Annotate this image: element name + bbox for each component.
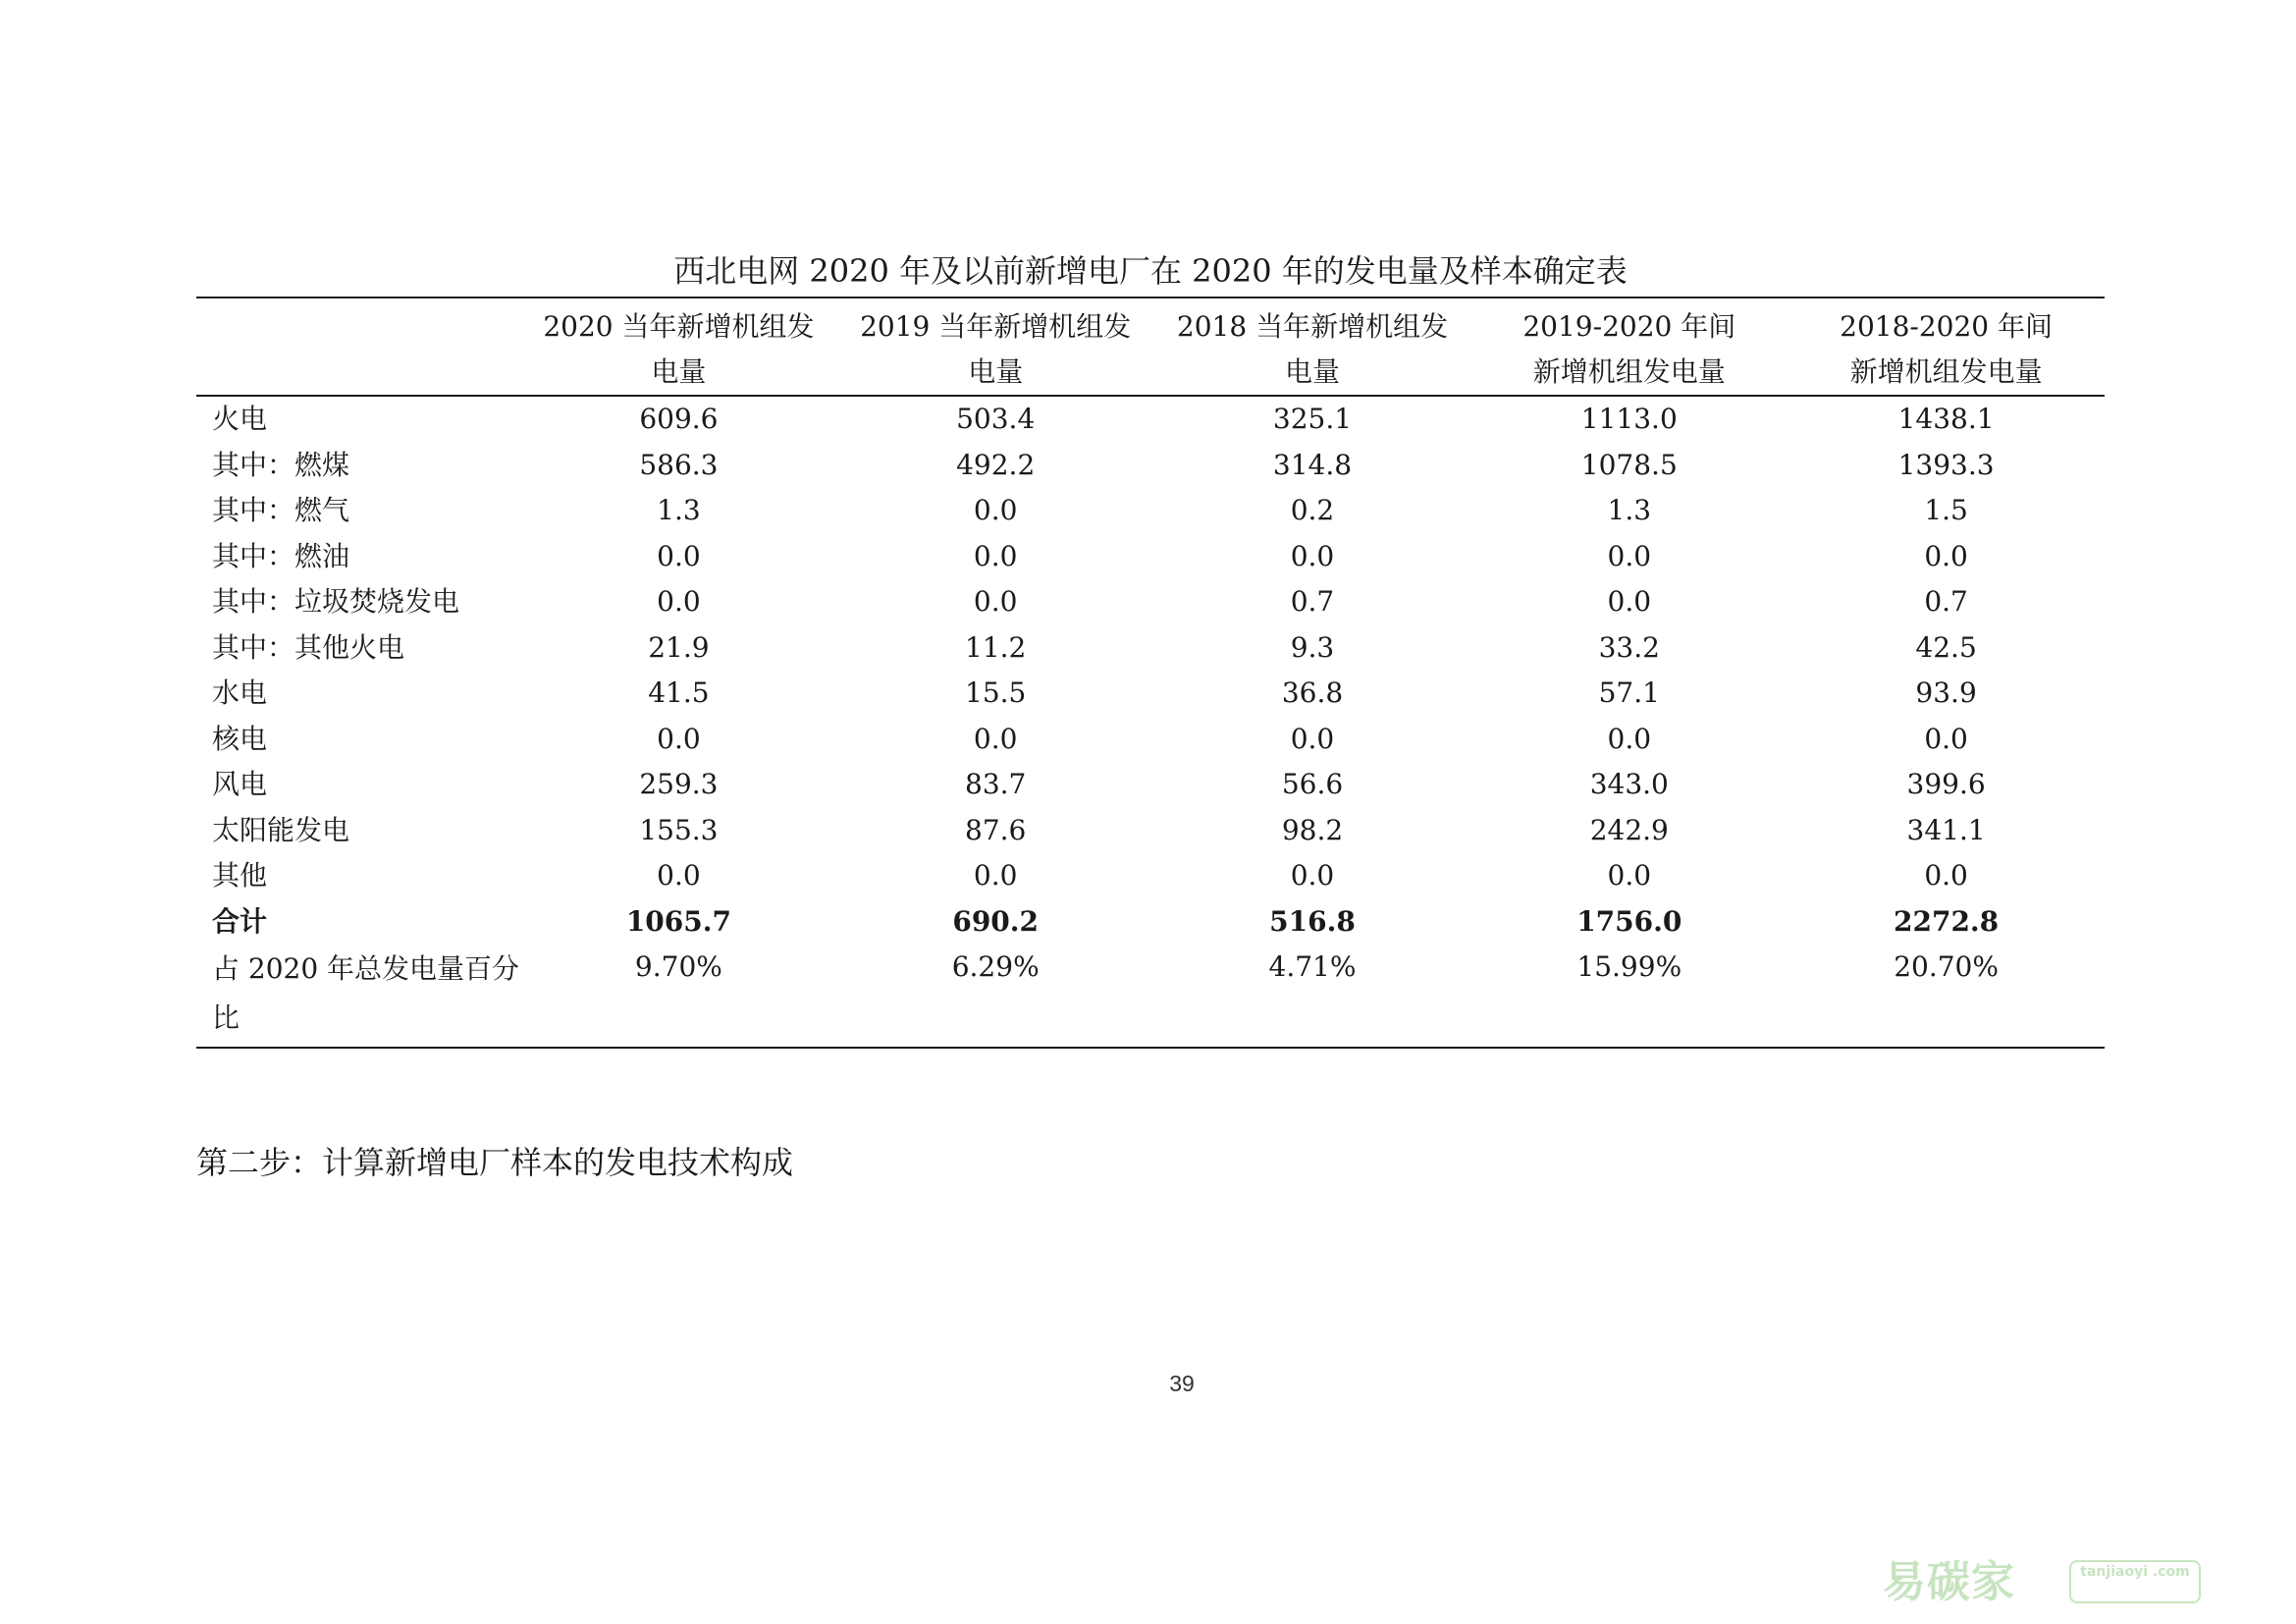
watermark-logo — [1883, 1554, 2275, 1613]
value-cell: 57.1 — [1598, 677, 1660, 709]
value-cell: 516.8 — [1269, 904, 1356, 938]
value-cell: 0.0 — [1607, 722, 1652, 755]
value-cell: 83.7 — [965, 768, 1027, 800]
table-title: 西北电网 2020 年及以前新增电厂在 2020 年的发电量及样本确定表 — [673, 252, 1628, 290]
table-row — [196, 488, 2105, 534]
value-cell: 1393.3 — [1897, 448, 1995, 481]
row-label: 太阳能发电 — [212, 813, 350, 846]
header-cell-2019-2020 — [1470, 298, 1788, 396]
header-cell-2018 — [1154, 298, 1471, 396]
value-cell: 155.3 — [639, 813, 719, 846]
value-cell: 1065.7 — [625, 904, 731, 938]
table-row — [196, 808, 2105, 854]
header-line: 2020 当年新增机组发 — [543, 310, 815, 343]
header-line: 电量 — [1284, 355, 1340, 388]
value-cell: 1756.0 — [1576, 904, 1682, 938]
value-cell: 11.2 — [965, 630, 1027, 664]
value-cell: 0.0 — [657, 859, 701, 892]
value-cell: 15.99% — [1576, 950, 1682, 983]
row-label: 水电 — [212, 677, 268, 709]
value-cell: 0.0 — [1290, 722, 1335, 755]
value-cell: 0.0 — [1924, 539, 1968, 572]
value-cell: 0.7 — [1924, 585, 1968, 618]
row-label: 其中：其他火电 — [212, 630, 405, 664]
value-cell: 492.2 — [956, 448, 1036, 481]
value-cell: 343.0 — [1589, 768, 1669, 800]
row-label: 占 2020 年总发电量百分比 — [212, 952, 520, 1034]
header-line: 新增机组发电量 — [1849, 355, 2043, 388]
table-row — [196, 853, 2105, 899]
table-row — [196, 717, 2105, 763]
value-cell: 42.5 — [1915, 630, 1977, 664]
value-cell: 586.3 — [639, 448, 719, 481]
value-cell: 1.5 — [1924, 494, 1968, 526]
value-cell: 341.1 — [1906, 813, 1986, 846]
row-label: 其中：燃气 — [212, 494, 350, 526]
table-row — [196, 899, 2105, 946]
row-label: 其中：垃圾焚烧发电 — [212, 585, 460, 618]
value-cell: 314.8 — [1272, 448, 1353, 481]
table-row — [196, 625, 2105, 672]
value-cell: 503.4 — [956, 403, 1036, 435]
header-cell-2018-2020 — [1788, 298, 2105, 396]
value-cell: 242.9 — [1589, 813, 1669, 846]
watermark-url: tanjiaoyi .com — [2069, 1560, 2201, 1603]
row-label: 其中：燃油 — [212, 539, 350, 572]
value-cell: 9.70% — [634, 950, 722, 983]
page-number: 39 — [1169, 1371, 1195, 1396]
value-cell: 41.5 — [648, 677, 710, 709]
value-cell: 325.1 — [1272, 403, 1353, 435]
value-cell: 1.3 — [1607, 494, 1652, 526]
value-cell: 0.0 — [1607, 539, 1652, 572]
value-cell: 0.0 — [973, 722, 1018, 755]
value-cell: 6.29% — [951, 950, 1040, 983]
value-cell: 1113.0 — [1580, 403, 1678, 435]
table-row — [196, 945, 2105, 1048]
value-cell: 1438.1 — [1897, 403, 1995, 435]
header-line: 电量 — [968, 355, 1024, 388]
row-label: 合计 — [212, 904, 268, 938]
value-cell: 1078.5 — [1580, 448, 1678, 481]
value-cell: 0.0 — [1607, 585, 1652, 618]
table-row — [196, 534, 2105, 580]
header-line: 2018 当年新增机组发 — [1176, 310, 1449, 343]
table-row — [196, 671, 2105, 717]
table-row — [196, 762, 2105, 808]
value-cell: 87.6 — [965, 813, 1027, 846]
value-cell: 0.0 — [657, 539, 701, 572]
header-line: 2019-2020 年间 — [1522, 310, 1736, 343]
value-cell: 690.2 — [952, 904, 1040, 938]
step-heading: 第二步：计算新增电厂样本的发电技术构成 — [196, 1144, 794, 1181]
value-cell: 2272.8 — [1894, 904, 2000, 938]
value-cell: 0.0 — [1924, 859, 1968, 892]
value-cell: 15.5 — [965, 677, 1027, 709]
value-cell: 609.6 — [639, 403, 719, 435]
value-cell: 1.3 — [657, 494, 701, 526]
header-line: 新增机组发电量 — [1532, 355, 1726, 388]
value-cell: 0.0 — [657, 585, 701, 618]
header-cell-2019 — [837, 298, 1154, 396]
value-cell: 0.0 — [1924, 722, 1968, 755]
value-cell: 259.3 — [639, 768, 719, 800]
value-cell: 0.0 — [973, 859, 1018, 892]
value-cell: 0.0 — [1290, 539, 1335, 572]
row-label: 核电 — [212, 722, 268, 755]
value-cell: 0.2 — [1290, 494, 1335, 526]
table-body — [196, 396, 2105, 1048]
value-cell: 0.7 — [1290, 585, 1335, 618]
generation-table — [196, 297, 2105, 1049]
header-line: 2018-2020 年间 — [1840, 310, 2054, 343]
row-label: 其他 — [212, 859, 268, 892]
table-header-row — [196, 298, 2105, 396]
value-cell: 0.0 — [1607, 859, 1652, 892]
row-label: 其中：燃煤 — [212, 448, 350, 481]
header-cell-2020 — [520, 298, 837, 396]
value-cell: 21.9 — [648, 630, 710, 664]
watermark-text: 易碳家 — [1883, 1557, 2015, 1607]
row-label: 火电 — [212, 403, 268, 435]
header-cell-empty — [196, 298, 520, 396]
header-line: 2019 当年新增机组发 — [860, 310, 1132, 343]
row-label: 风电 — [212, 768, 268, 800]
value-cell: 0.0 — [657, 722, 701, 755]
value-cell: 0.0 — [1290, 859, 1335, 892]
value-cell: 4.71% — [1268, 950, 1357, 983]
header-line: 电量 — [651, 355, 707, 388]
value-cell: 98.2 — [1281, 813, 1344, 846]
value-cell: 56.6 — [1281, 768, 1344, 800]
value-cell: 93.9 — [1915, 677, 1977, 709]
value-cell: 0.0 — [973, 585, 1018, 618]
table-row — [196, 579, 2105, 625]
value-cell: 36.8 — [1281, 677, 1344, 709]
value-cell: 0.0 — [973, 539, 1018, 572]
value-cell: 33.2 — [1598, 630, 1660, 664]
table-row — [196, 443, 2105, 489]
value-cell: 9.3 — [1290, 630, 1335, 664]
value-cell: 399.6 — [1906, 768, 1986, 800]
value-cell: 0.0 — [973, 494, 1018, 526]
table-row — [196, 396, 2105, 443]
value-cell: 20.70% — [1894, 950, 1999, 983]
